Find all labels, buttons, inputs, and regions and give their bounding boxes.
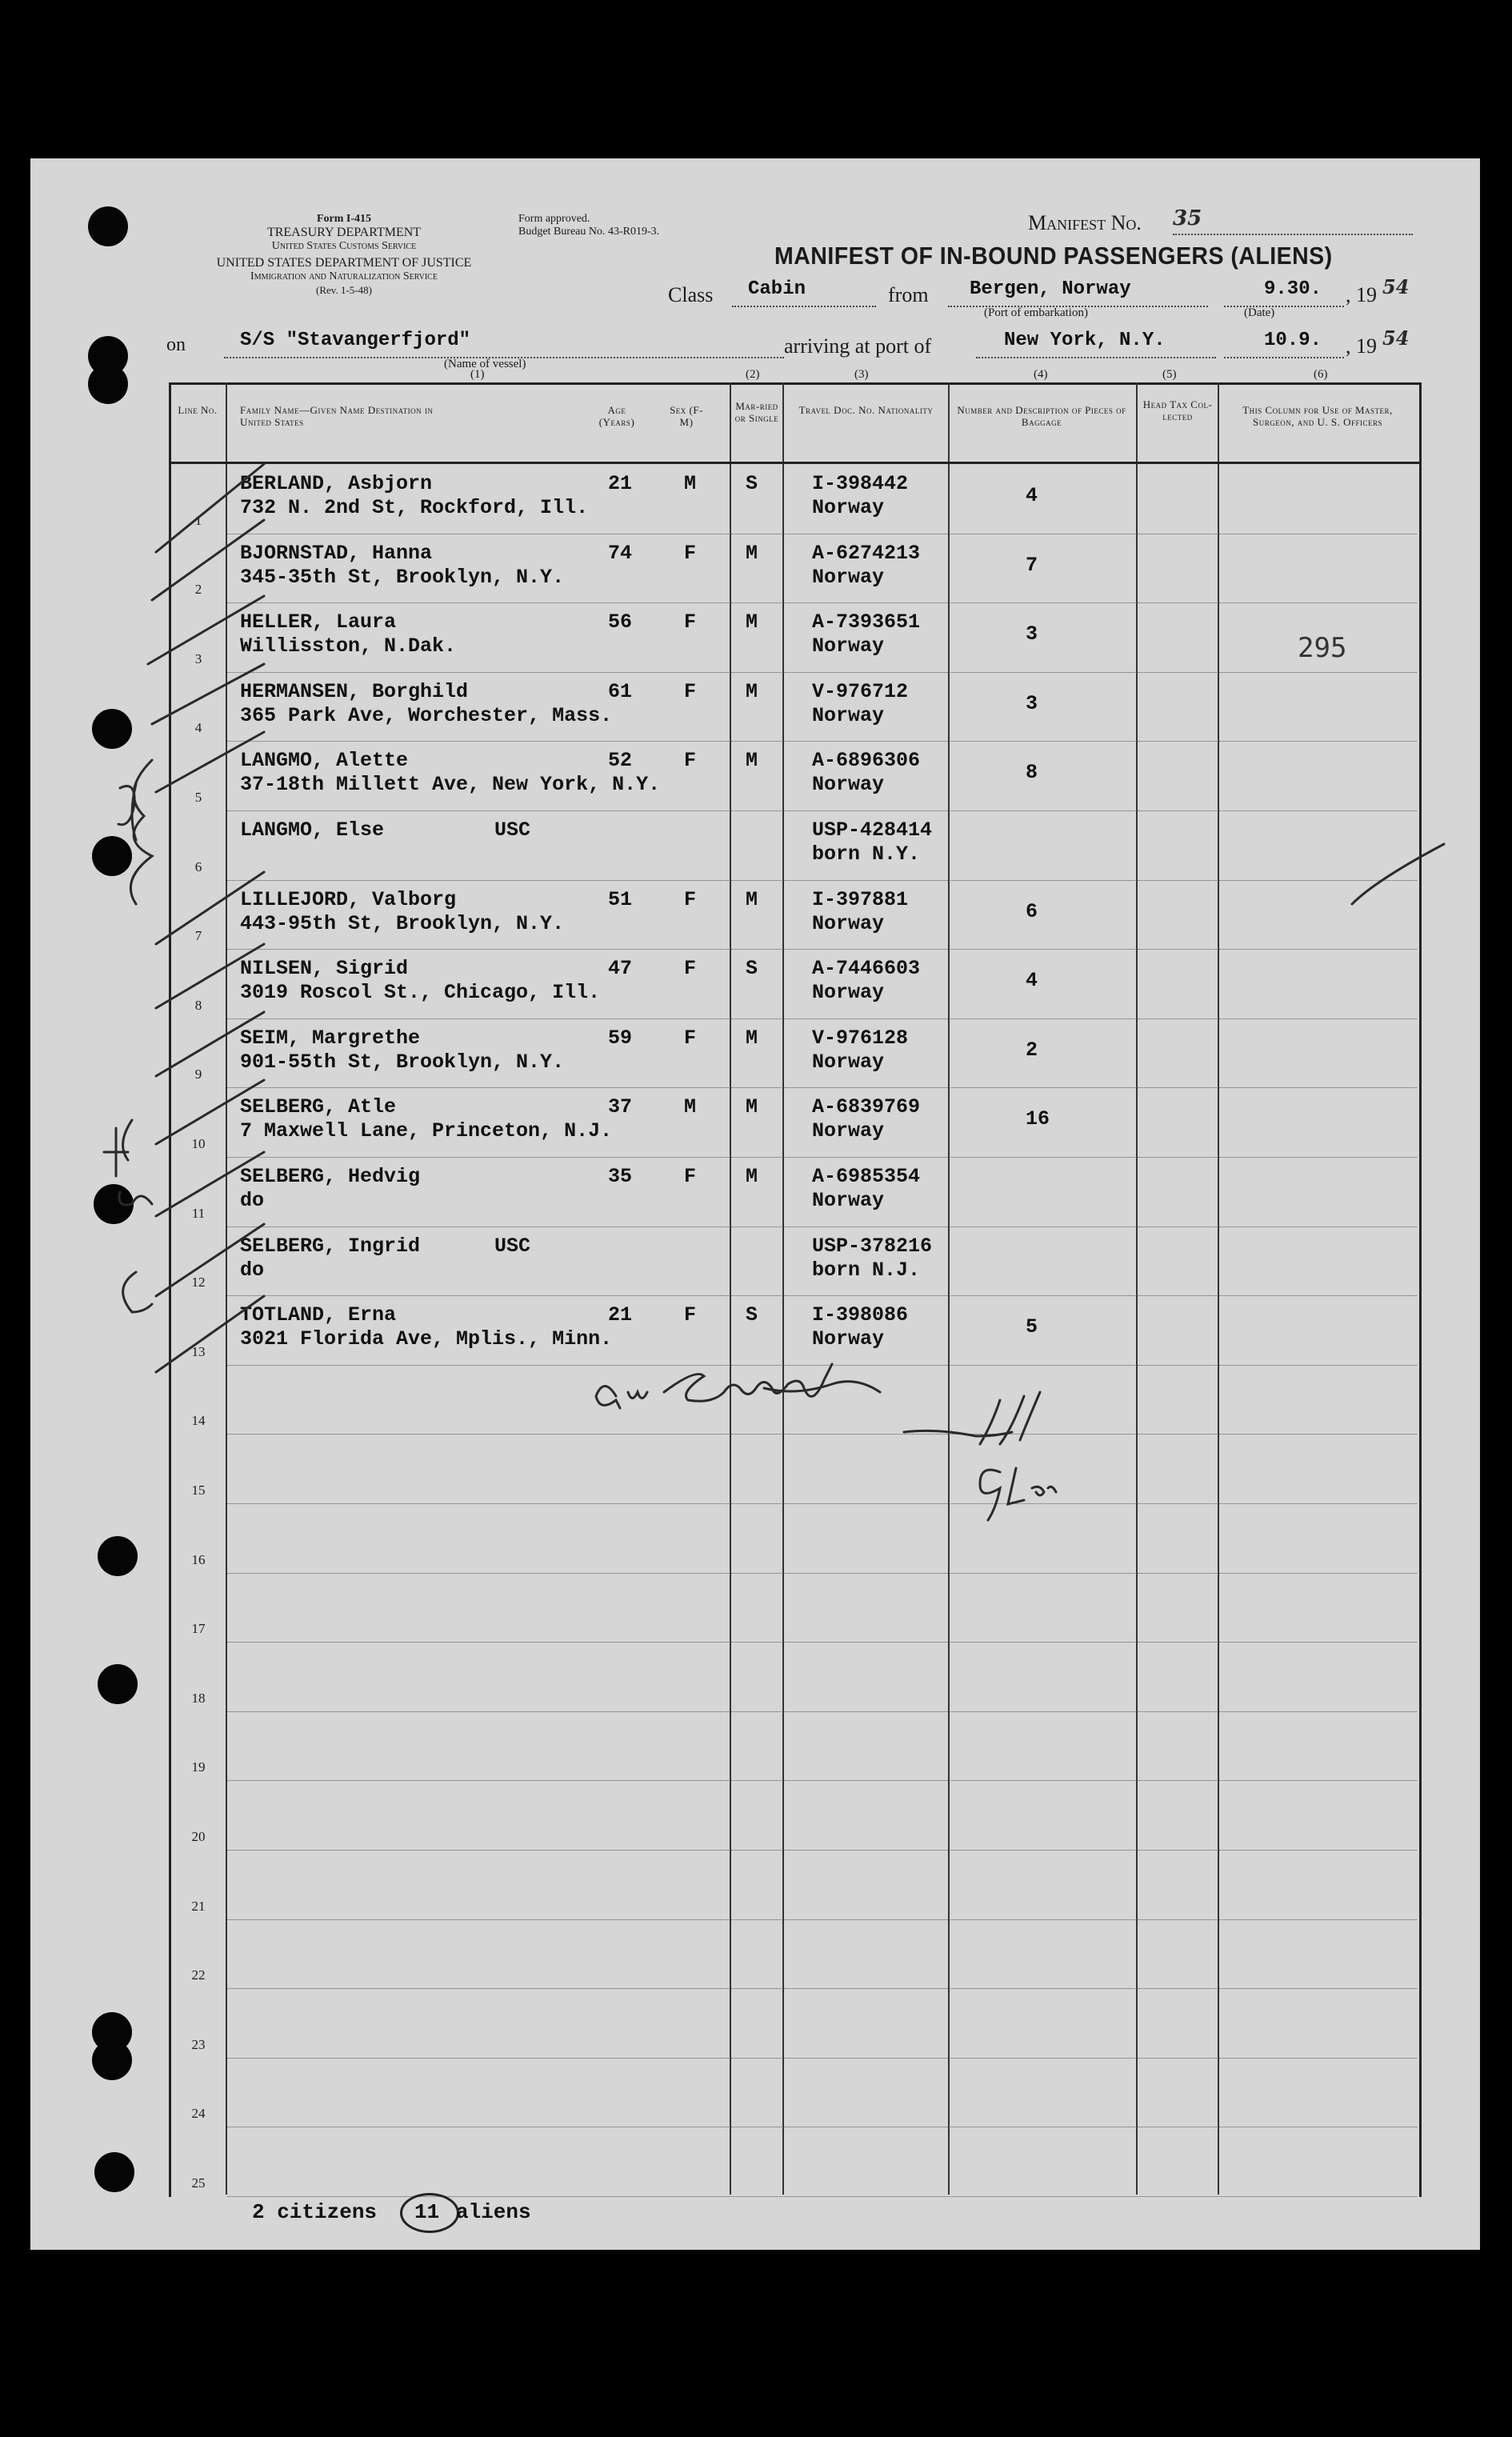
- passenger-destination: 3021 Florida Ave, Mplis., Minn.: [240, 1327, 613, 1351]
- line-number: 3: [194, 650, 202, 666]
- line-number: 12: [191, 1275, 206, 1291]
- travel-doc-number: I-398086: [812, 1303, 909, 1327]
- nationality: Norway: [812, 981, 885, 1005]
- col-header-sex: Sex (F-M): [670, 404, 703, 428]
- handwritten-initials: [1032, 1487, 1056, 1495]
- passenger-name: TOTLAND, Erna: [240, 1303, 397, 1327]
- passenger-destination: do: [240, 1189, 265, 1212]
- line-number: 4: [194, 720, 202, 736]
- nationality: Norway: [812, 634, 885, 658]
- passenger-name: LANGMO, Else: [240, 818, 385, 842]
- passenger-destination: 37-18th Millett Ave, New York, N.Y.: [240, 773, 661, 797]
- class-label: Class: [668, 283, 714, 306]
- vessel-name: S/S "Stavangerfjord": [240, 330, 471, 351]
- citizen-marker: USC: [494, 1234, 531, 1258]
- passenger-destination: 345-35th St, Brooklyn, N.Y.: [240, 565, 565, 589]
- col-header-line: Line No.: [178, 404, 218, 416]
- year-prefix-1: , 19: [1346, 283, 1377, 306]
- passenger-name: NILSEN, Sigrid: [240, 957, 409, 981]
- nationality: Norway: [812, 1119, 885, 1143]
- passenger-destination: 3019 Roscol St., Chicago, Ill.: [240, 981, 601, 1005]
- travel-doc-number: V-976128: [812, 1026, 909, 1050]
- passenger-name: LILLEJORD, Valborg: [240, 887, 457, 911]
- passenger-name: BERLAND, Asbjorn: [240, 472, 433, 495]
- passenger-destination: do: [240, 1258, 265, 1282]
- passenger-name: HELLER, Laura: [240, 610, 397, 634]
- travel-doc-number: V-976712: [812, 679, 909, 703]
- line-number: 23: [191, 2036, 206, 2052]
- passenger-sex: F: [684, 1165, 697, 1188]
- passenger-sex: F: [684, 957, 697, 981]
- col-header-age: Age (Years): [598, 404, 635, 428]
- col-number-3: (3): [854, 368, 869, 381]
- nationality: Norway: [812, 1050, 885, 1074]
- embark-date: 9.30.: [1264, 278, 1322, 300]
- treasury-label: TREASURY DEPARTMENT: [266, 226, 422, 239]
- check-mark: [152, 664, 264, 724]
- baggage-count: 4: [1026, 969, 1038, 993]
- embark-caption: (Port of embarkation): [984, 306, 1088, 319]
- check-mark: [156, 1080, 264, 1144]
- passenger-name: SEIM, Margrethe: [240, 1026, 421, 1050]
- marital-status: S: [746, 472, 758, 495]
- line-number: 20: [191, 1829, 206, 1844]
- line-number: 25: [191, 2175, 206, 2191]
- passenger-destination: 901-55th St, Brooklyn, N.Y.: [240, 1050, 565, 1074]
- passenger-age: 74: [608, 541, 633, 565]
- year-prefix-2: , 19: [1346, 334, 1377, 358]
- passenger-age: 35: [608, 1165, 633, 1188]
- line-number: 16: [191, 1551, 206, 1567]
- marital-status: M: [746, 887, 758, 911]
- nationality: born N.Y.: [812, 842, 921, 866]
- baggage-count: 16: [1026, 1107, 1050, 1131]
- vessel-caption: (Name of vessel): [444, 358, 526, 370]
- nationality: Norway: [812, 1327, 885, 1351]
- nationality: Norway: [812, 496, 885, 519]
- year-2: 54: [1382, 326, 1410, 350]
- line-number: 6: [194, 858, 202, 874]
- baggage-count: 7: [1026, 553, 1038, 577]
- manifest-number: 35: [1173, 206, 1202, 230]
- passenger-name: HERMANSEN, Borghild: [240, 679, 469, 703]
- passenger-age: 56: [608, 610, 633, 634]
- travel-doc-number: USP-428414: [812, 818, 933, 842]
- passenger-sex: F: [684, 610, 697, 634]
- passenger-destination: Willisston, N.Dak.: [240, 634, 457, 658]
- passenger-destination: 7 Maxwell Lane, Princeton, N.J.: [240, 1119, 613, 1143]
- col-number-2: (2): [746, 368, 760, 381]
- customs-label: United States Customs Service: [271, 240, 417, 252]
- margin-mark: [123, 1272, 152, 1312]
- passenger-sex: F: [684, 1303, 697, 1327]
- year-1: 54: [1382, 275, 1410, 298]
- from-label: from: [888, 283, 929, 306]
- travel-doc-number: A-6274213: [812, 541, 921, 565]
- baggage-count: 2: [1026, 1038, 1038, 1062]
- line-number: 15: [191, 1483, 206, 1498]
- line-number: 2: [194, 582, 202, 598]
- aliens-label: aliens: [456, 2200, 531, 2224]
- check-mark: [156, 732, 264, 792]
- citizens-count: 2 citizens: [252, 2200, 378, 2224]
- nationality: Norway: [812, 911, 885, 935]
- budget-label: Budget Bureau No. 43-R019-3.: [518, 226, 660, 238]
- class-value: Cabin: [748, 278, 806, 300]
- col-header-name: Family Name—Given Name Destination in United States: [240, 404, 434, 428]
- handwritten-number: [980, 1468, 1024, 1520]
- ins-label: Immigration and Naturalization Service: [250, 270, 438, 282]
- col-header-travel-doc: Travel Doc. No. Nationality: [798, 404, 934, 416]
- passenger-age: 59: [608, 1026, 633, 1050]
- col-number-1: (1): [470, 368, 485, 381]
- passenger-name: LANGMO, Alette: [240, 749, 409, 773]
- line-number: 9: [194, 1066, 202, 1082]
- passenger-age: 47: [608, 957, 633, 981]
- travel-doc-number: A-6985354: [812, 1165, 921, 1188]
- col-header-baggage: Number and Description of Pieces of Baggage: [957, 404, 1126, 428]
- line-number: 13: [191, 1343, 206, 1359]
- date-caption: (Date): [1244, 306, 1275, 319]
- passenger-age: 21: [608, 1303, 633, 1327]
- line-number: 17: [191, 1621, 206, 1637]
- passenger-sex: F: [684, 749, 697, 773]
- col-header-head-tax: Head Tax Col-lected: [1142, 398, 1213, 422]
- nationality: Norway: [812, 773, 885, 797]
- nationality: Norway: [812, 703, 885, 727]
- passenger-sex: F: [684, 541, 697, 565]
- marital-status: M: [746, 1026, 758, 1050]
- travel-doc-number: A-6896306: [812, 749, 921, 773]
- line-number: 22: [191, 1967, 206, 1983]
- line-number: 5: [194, 790, 202, 805]
- line-number: 1: [194, 512, 202, 528]
- passenger-sex: M: [684, 1095, 697, 1119]
- arrival-port: New York, N.Y.: [1004, 330, 1166, 351]
- passenger-name: SELBERG, Hedvig: [240, 1165, 421, 1188]
- line-number: 14: [191, 1413, 206, 1429]
- baggage-count: 3: [1026, 691, 1038, 715]
- aliens-count: 11: [414, 2200, 440, 2224]
- marital-status: M: [746, 749, 758, 773]
- signature: [904, 1392, 1040, 1444]
- form-number: Form I-415: [316, 213, 372, 225]
- line-number: 10: [191, 1136, 206, 1151]
- line-number: 21: [191, 1898, 206, 1914]
- baggage-count: 3: [1026, 622, 1038, 646]
- tick-mark: [1352, 844, 1444, 904]
- check-mark: [148, 596, 264, 664]
- check-mark: [156, 944, 264, 1008]
- line-number: 7: [194, 928, 202, 944]
- marital-status: M: [746, 610, 758, 634]
- travel-doc-number: A-7393651: [812, 610, 921, 634]
- line-number: 11: [191, 1205, 206, 1221]
- passenger-name: SELBERG, Atle: [240, 1095, 397, 1119]
- margin-mark: [104, 1120, 132, 1176]
- nationality: Norway: [812, 1189, 885, 1212]
- check-mark: [156, 1152, 264, 1216]
- check-mark: [156, 1224, 264, 1296]
- travel-doc-number: I-397881: [812, 887, 909, 911]
- check-mark: [156, 1296, 264, 1372]
- col-number-5: (5): [1162, 368, 1177, 381]
- passenger-destination: 365 Park Ave, Worchester, Mass.: [240, 703, 613, 727]
- manifest-no-label: Manifest No.: [1028, 211, 1142, 234]
- signature: [596, 1364, 880, 1408]
- baggage-count: 6: [1026, 899, 1038, 923]
- line-number: 24: [191, 2106, 206, 2122]
- baggage-count: 4: [1026, 484, 1038, 507]
- baggage-count: 5: [1026, 1315, 1038, 1339]
- baggage-count: 8: [1026, 761, 1038, 785]
- arriving-label: arriving at port of: [784, 334, 932, 358]
- arrival-date: 10.9.: [1264, 330, 1322, 351]
- line-number: 19: [191, 1759, 206, 1775]
- check-mark: [156, 872, 264, 944]
- marital-status: M: [746, 1165, 758, 1188]
- approved-label: Form approved.: [518, 213, 590, 225]
- line-number: 18: [191, 1690, 206, 1706]
- passenger-age: 61: [608, 679, 633, 703]
- passenger-sex: F: [684, 1026, 697, 1050]
- passenger-name: BJORNSTAD, Hanna: [240, 541, 433, 565]
- on-label: on: [166, 334, 186, 355]
- marital-status: S: [746, 957, 758, 981]
- line-number: 8: [194, 997, 202, 1013]
- passenger-name: SELBERG, Ingrid: [240, 1234, 421, 1258]
- check-mark: [156, 1012, 264, 1076]
- margin-mark: [130, 760, 152, 904]
- passenger-destination: 443-95th St, Brooklyn, N.Y.: [240, 911, 565, 935]
- check-mark: [156, 464, 264, 552]
- travel-doc-number: I-398442: [812, 472, 909, 495]
- stamp-number: 295: [1298, 632, 1347, 664]
- manifest-title: MANIFEST OF IN-BOUND PASSENGERS (ALIENS): [774, 242, 1333, 270]
- check-mark: [152, 520, 264, 600]
- nationality: born N.J.: [812, 1258, 921, 1282]
- travel-doc-number: USP-378216: [812, 1234, 933, 1258]
- revision-label: (Rev. 1-5-48): [316, 284, 372, 296]
- travel-doc-number: A-7446603: [812, 957, 921, 981]
- port-of-embarkation: Bergen, Norway: [970, 278, 1131, 300]
- col-header-married: Mar-ried or Single: [734, 400, 779, 424]
- passenger-sex: F: [684, 887, 697, 911]
- margin-mark: [119, 1192, 152, 1205]
- marital-status: M: [746, 541, 758, 565]
- justice-label: UNITED STATES DEPARTMENT OF JUSTICE: [216, 256, 472, 270]
- col-number-6: (6): [1314, 368, 1328, 381]
- marital-status: M: [746, 679, 758, 703]
- passenger-destination: 732 N. 2nd St, Rockford, Ill.: [240, 496, 589, 519]
- col-number-4: (4): [1034, 368, 1048, 381]
- nationality: Norway: [812, 565, 885, 589]
- passenger-age: 51: [608, 887, 633, 911]
- travel-doc-number: A-6839769: [812, 1095, 921, 1119]
- passenger-age: 37: [608, 1095, 633, 1119]
- marital-status: M: [746, 1095, 758, 1119]
- passenger-sex: F: [684, 679, 697, 703]
- passenger-sex: M: [684, 472, 697, 495]
- passenger-age: 52: [608, 749, 633, 773]
- passenger-age: 21: [608, 472, 633, 495]
- marital-status: S: [746, 1303, 758, 1327]
- col-header-officers: This Column for Use of Master, Surgeon, and U. S. Officers: [1242, 404, 1393, 428]
- citizen-marker: USC: [494, 818, 531, 842]
